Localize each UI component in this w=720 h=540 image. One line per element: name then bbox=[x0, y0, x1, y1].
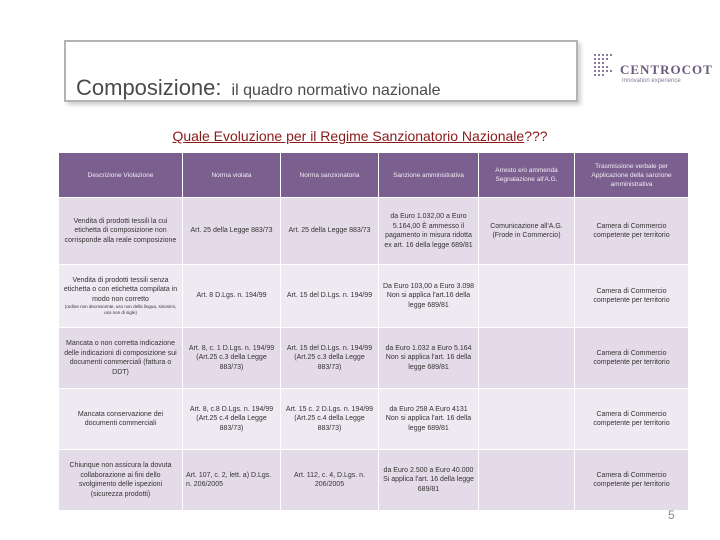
cell-sanzione: da Euro 258 A Euro 4131 Non si applica l'art. 16 della legge 689/81 bbox=[379, 389, 479, 450]
subtitle-suffix: ??? bbox=[524, 128, 548, 144]
cell-norma-violata: Art. 25 della Legge 883/73 bbox=[183, 198, 281, 265]
logo-tagline: Innovation experience bbox=[622, 78, 681, 84]
column-header: Norma violata bbox=[183, 153, 281, 198]
column-header: Trasmissione verbale per Applicazione della sanzione amministrativa bbox=[575, 153, 689, 198]
cell-norma-sanzionatoria: Art. 112, c. 4, D.Lgs. n. 206/2005 bbox=[281, 450, 379, 511]
table-header-row bbox=[59, 153, 689, 198]
cell-norma-violata: Art. 8 D.Lgs. n. 194/99 bbox=[183, 265, 281, 328]
cell-arresto bbox=[479, 265, 575, 328]
cell-arresto bbox=[479, 389, 575, 450]
cell-arresto bbox=[479, 450, 575, 511]
column-header: Norma sanzionatoria bbox=[281, 153, 379, 198]
cell-norma-sanzionatoria: Art. 15 c. 2 D.Lgs. n. 194/99 (Art.25 c.4 della Legge 883/73) bbox=[281, 389, 379, 450]
column-header: Arresto e/o ammenda Segnalazione all'A.G. bbox=[479, 153, 575, 198]
cell-sanzione: da Euro 1.032,00 a Euro 5.164,00 È ammesso il pagamento in misura ridotta ex art. 16 della legge 689/81 bbox=[379, 198, 479, 265]
cell-norma-sanzionatoria: Art. 25 della Legge 883/73 bbox=[281, 198, 379, 265]
cell-trasmissione: Camera di Commercio competente per territorio bbox=[575, 265, 689, 328]
cell-norma-sanzionatoria: Art. 15 del D.Lgs. n. 194/99 (Art.25 c.3 della Legge 883/73) bbox=[281, 328, 379, 389]
cell-arresto: Comunicazione all'A.G. (Frode in Commercio) bbox=[479, 198, 575, 265]
cell-trasmissione: Camera di Commercio competente per territorio bbox=[575, 450, 689, 511]
table-row bbox=[59, 328, 689, 389]
cell-norma-violata: Art. 8, c.8 D.Lgs. n. 194/99 (Art.25 c.4 della Legge 883/73) bbox=[183, 389, 281, 450]
column-header: Sanzione amministrativa bbox=[379, 153, 479, 198]
cell-sanzione: da Euro 2.500 a Euro 40.000 Si applica l'art. 16 della legge 689/81 bbox=[379, 450, 479, 511]
sanctions-table bbox=[58, 152, 689, 511]
slide-title bbox=[76, 75, 441, 101]
table-row bbox=[59, 265, 689, 328]
cell-norma-sanzionatoria: Art. 15 del D.Lgs. n. 194/99 bbox=[281, 265, 379, 328]
cell-trasmissione: Camera di Commercio competente per territorio bbox=[575, 198, 689, 265]
title-sub: il quadro normativo nazionale bbox=[231, 82, 441, 99]
cell-trasmissione: Camera di Commercio competente per territorio bbox=[575, 328, 689, 389]
column-header: Descrizione Violazione bbox=[59, 153, 183, 198]
subtitle bbox=[0, 128, 720, 144]
cell-description: Vendita di prodotti tessili senza etichetta o con etichetta compilata in modo non corretto (ordine non decrescente, uso non della lingua, sinonimi, uso non di sigle) bbox=[59, 265, 183, 328]
cell-description: Vendita di prodotti tessili la cui etichetta di composizione non corrisponde alla reale composizione bbox=[59, 198, 183, 265]
cell-norma-violata: Art. 8, c. 1 D.Lgs. n. 194/99 (Art.25 c.3 della Legge 883/73) bbox=[183, 328, 281, 389]
cell-sanzione: Da Euro 103,00 a Euro 3.098 Non si applica l'art.16 della legge 689/81 bbox=[379, 265, 479, 328]
cell-trasmissione: Camera di Commercio competente per territorio bbox=[575, 389, 689, 450]
cell-description-note: (ordine non decrescente, uso non della lingua, sinonimi, uso non di sigle) bbox=[64, 304, 177, 316]
cell-description: Mancata o non corretta indicazione delle indicazioni di composizione sui documenti commerciali (fattura o DDT) bbox=[59, 328, 183, 389]
table-row bbox=[59, 389, 689, 450]
cell-arresto bbox=[479, 328, 575, 389]
logo-mark-icon bbox=[592, 52, 618, 92]
cell-norma-violata: Art. 107, c. 2, lett. a) D.Lgs. n. 206/2005 bbox=[183, 450, 281, 511]
subtitle-text: Quale Evoluzione per il Regime Sanzionatorio Nazionale bbox=[172, 128, 525, 144]
page-number: 5 bbox=[668, 508, 675, 522]
cell-description: Chiunque non assicura la dovuta collaborazione ai fini dello svolgimento delle ispezioni (sicurezza prodotti) bbox=[59, 450, 183, 511]
logo-name: CENTROCOT bbox=[620, 62, 713, 77]
table-row bbox=[59, 450, 689, 511]
title-box bbox=[64, 40, 578, 102]
cell-sanzione: da Euro 1.032 a Euro 5.164 Non si applica l'art. 16 della legge 689/81 bbox=[379, 328, 479, 389]
centrocot-logo bbox=[592, 50, 712, 96]
title-main: Composizione: bbox=[76, 75, 222, 100]
table-row bbox=[59, 198, 689, 265]
cell-description: Mancata conservazione dei documenti commerciali bbox=[59, 389, 183, 450]
